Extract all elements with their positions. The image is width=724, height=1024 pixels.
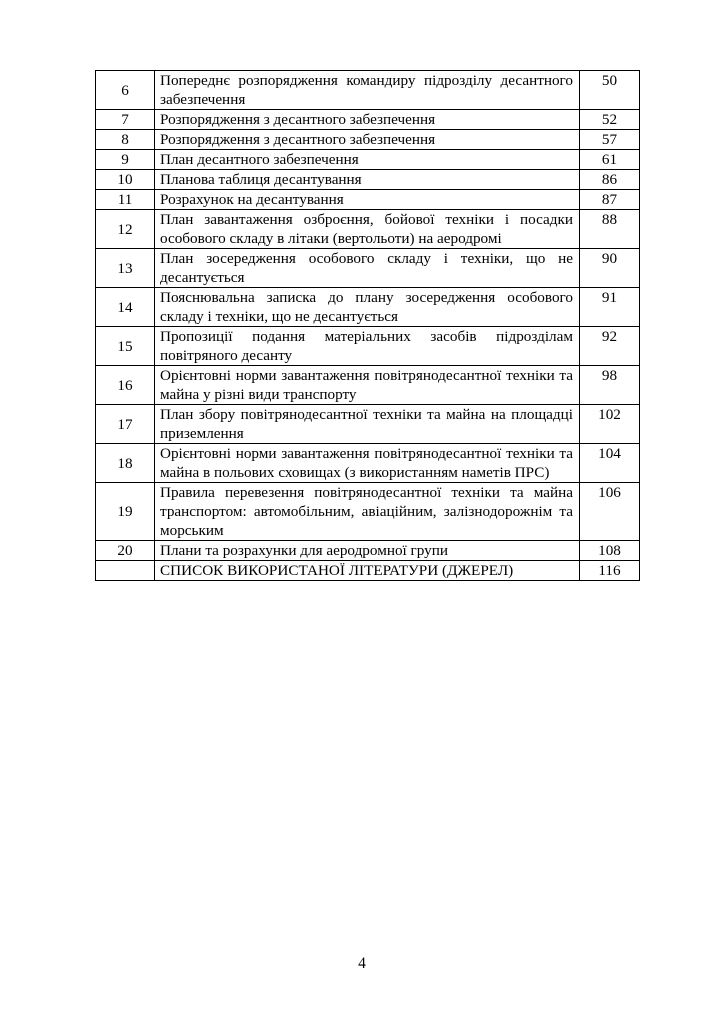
row-page: 91 (580, 288, 640, 327)
table-row (96, 190, 640, 210)
table-row (96, 483, 640, 541)
table-row (96, 444, 640, 483)
row-title-text: Орієнтовні норми завантаження повітрянодесантної техніки та майна в польових сховищах (з використанням наметів ПРС) (160, 445, 573, 481)
row-title (155, 190, 580, 210)
table-row (96, 170, 640, 190)
table-row (96, 249, 640, 288)
row-title (155, 150, 580, 170)
row-title (155, 541, 580, 561)
row-title-text: Попереднє розпорядження командиру підрозділу десантного забезпечення (160, 72, 573, 108)
row-number: 20 (96, 541, 155, 561)
page-number: 4 (358, 955, 366, 972)
table-row (96, 366, 640, 405)
row-title (155, 210, 580, 249)
row-number: 10 (96, 170, 155, 190)
row-number: 13 (96, 249, 155, 288)
table-row (96, 210, 640, 249)
row-title-text: Розрахунок на десантування (160, 191, 344, 208)
row-title (155, 561, 580, 581)
row-number: 11 (96, 190, 155, 210)
row-title-text: План завантаження озброєння, бойової техніки і посадки особового складу в літаки (вертольоти) на аеродромі (160, 211, 573, 247)
table-of-contents (95, 70, 640, 581)
row-number: 19 (96, 483, 155, 541)
row-title (155, 483, 580, 541)
row-number: 12 (96, 210, 155, 249)
row-title-text: План збору повітрянодесантної техніки та майна на площадці приземлення (160, 406, 573, 442)
row-page: 88 (580, 210, 640, 249)
row-title (155, 366, 580, 405)
table-row (96, 150, 640, 170)
row-title-text: Пропозиції подання матеріальних засобів підрозділам повітряного десанту (160, 328, 573, 364)
row-title-text: Правила перевезення повітрянодесантної техніки та майна транспортом: автомобільним, авіаційним, залізнодорожнім та морським (160, 484, 573, 539)
table-row (96, 541, 640, 561)
row-number: 17 (96, 405, 155, 444)
row-title-text: Планова таблиця десантування (160, 171, 362, 188)
table-row (96, 288, 640, 327)
table-row (96, 405, 640, 444)
row-page: 90 (580, 249, 640, 288)
table-row (96, 561, 640, 581)
row-number: 14 (96, 288, 155, 327)
row-page: 108 (580, 541, 640, 561)
table-row (96, 130, 640, 150)
row-page: 98 (580, 366, 640, 405)
row-page: 61 (580, 150, 640, 170)
row-title (155, 288, 580, 327)
row-page: 102 (580, 405, 640, 444)
row-title (155, 249, 580, 288)
row-title-text: СПИСОК ВИКОРИСТАНОЇ ЛІТЕРАТУРИ (ДЖЕРЕЛ) (160, 562, 514, 579)
row-title (155, 444, 580, 483)
row-page: 116 (580, 561, 640, 581)
row-title (155, 327, 580, 366)
row-number (96, 561, 155, 581)
row-title-text: Плани та розрахунки для аеродромної групи (160, 542, 449, 559)
row-title (155, 170, 580, 190)
row-page: 104 (580, 444, 640, 483)
row-title-text: План зосередження особового складу і техніки, що не десантується (160, 250, 573, 286)
row-page: 50 (580, 71, 640, 110)
row-number: 6 (96, 71, 155, 110)
row-title-text: План десантного забезпечення (160, 151, 359, 168)
row-page: 52 (580, 110, 640, 130)
row-number: 16 (96, 366, 155, 405)
row-number: 9 (96, 150, 155, 170)
row-title-text: Розпорядження з десантного забезпечення (160, 111, 436, 128)
row-title (155, 71, 580, 110)
table-row (96, 110, 640, 130)
table-row (96, 327, 640, 366)
row-title-text: Розпорядження з десантного забезпечення (160, 131, 436, 148)
row-page: 86 (580, 170, 640, 190)
row-page: 106 (580, 483, 640, 541)
row-title-text: Пояснювальна записка до плану зосередження особового складу і техніки, що не десантується (160, 289, 573, 325)
row-page: 92 (580, 327, 640, 366)
row-number: 7 (96, 110, 155, 130)
row-page: 57 (580, 130, 640, 150)
row-title (155, 405, 580, 444)
row-number: 18 (96, 444, 155, 483)
row-number: 15 (96, 327, 155, 366)
row-title-text: Орієнтовні норми завантаження повітрянодесантної техніки та майна у різні види транспорту (160, 367, 573, 403)
row-number: 8 (96, 130, 155, 150)
row-title (155, 130, 580, 150)
row-title (155, 110, 580, 130)
row-page: 87 (580, 190, 640, 210)
table-row (96, 71, 640, 110)
